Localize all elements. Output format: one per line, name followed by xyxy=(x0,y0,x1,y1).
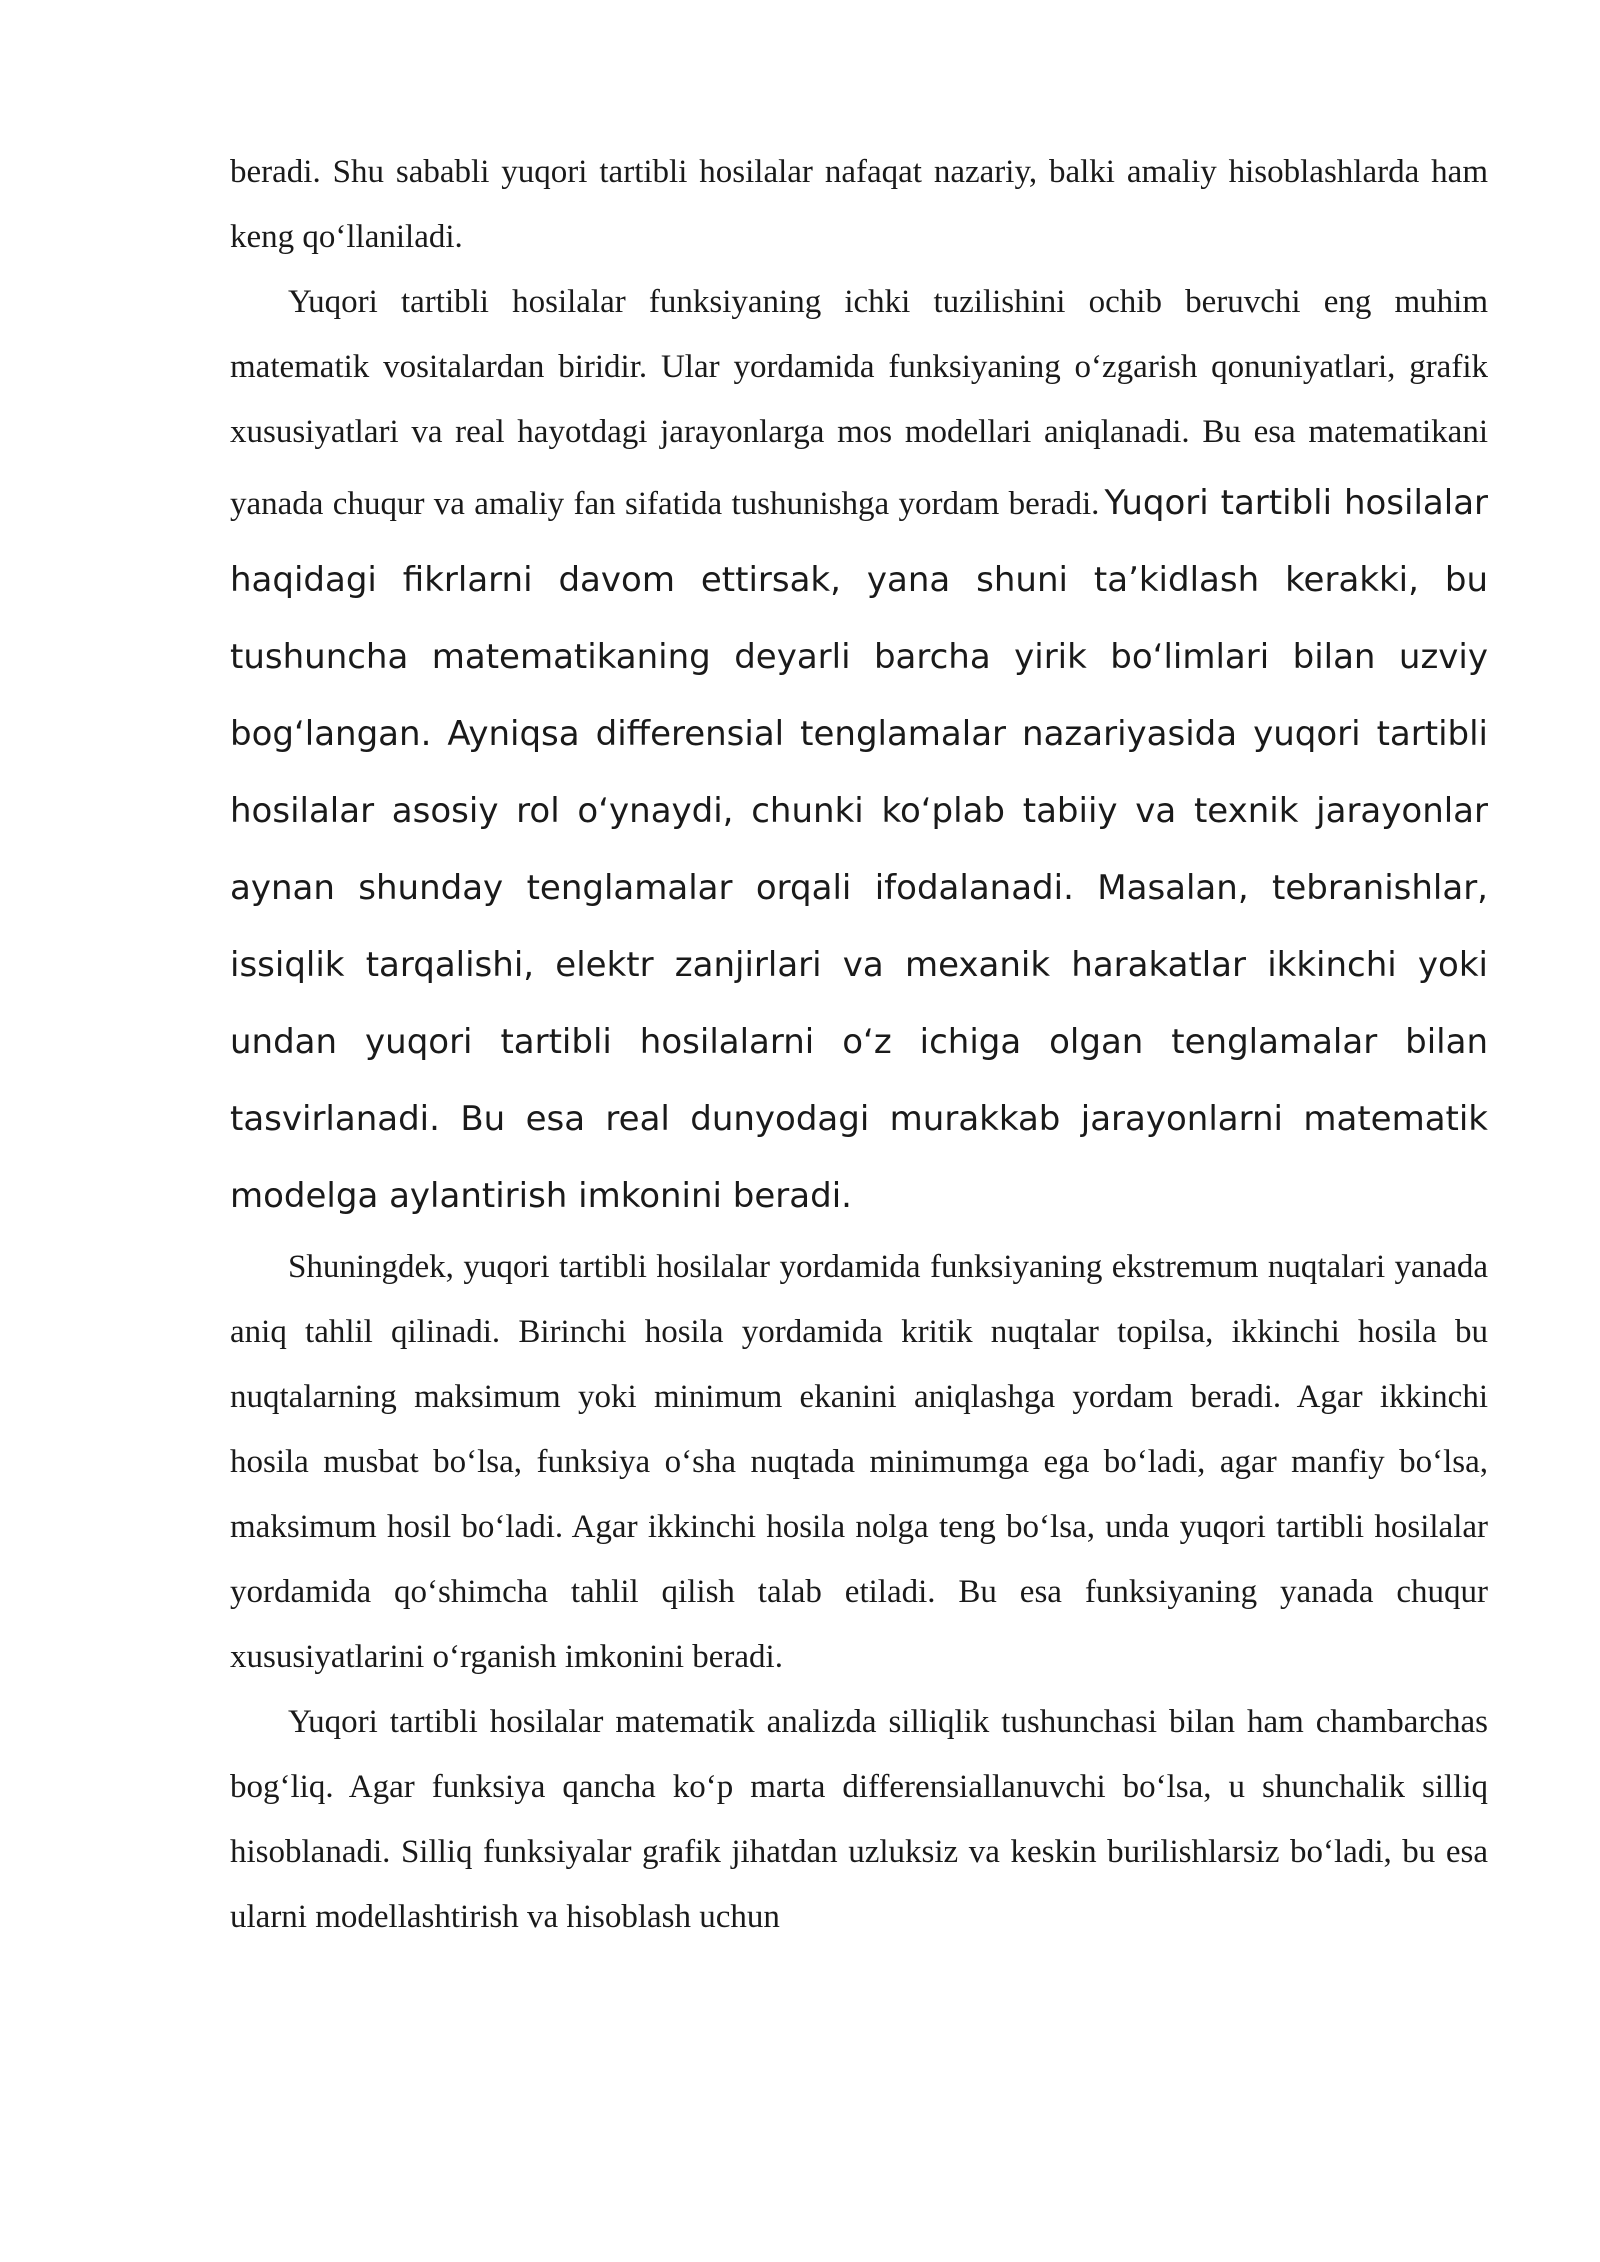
paragraph-1: beradi. Shu sababli yuqori tartibli hosilalar nafaqat nazariy, balki amaliy hisoblashlarda ham keng qo‘llaniladi. xyxy=(230,154,1488,255)
paragraph-3: Shuningdek, yuqori tartibli hosilalar yordamida funksiyaning ekstremum nuqtalari yanada aniq tahlil qilinadi. Birinchi hosila yordamida kritik nuqtalar topilsa, ikkinchi hosila bu nuqtalarning maksimum yoki minimum ekanini aniqlashga yordam beradi. Agar ikkinchi hosila musbat bo‘lsa, funksiya o‘sha nuqtada minimumga ega bo‘ladi, agar manfiy bo‘lsa, maksimum hosil bo‘ladi. Agar ikkinchi hosila nolga teng bo‘lsa, unda yuqori tartibli hosilalar yordamida qo‘shimcha tahlil qilish talab etiladi. Bu esa funksiyaning yanada chuqur xususiyatlarini o‘rganish imkonini beradi. xyxy=(230,1249,1488,1675)
paragraph-4: Yuqori tartibli hosilalar matematik analizda silliqlik tushunchasi bilan ham chambarchas bog‘liq. Agar funksiya qancha ko‘p marta differensiallanuvchi bo‘lsa, u shunchalik silliq hisoblanadi. Silliq funksiyalar grafik jihatdan uzluksiz va keskin burilishlarsiz bo‘ladi, bu esa ularni modellashtirish va hisoblash uchun xyxy=(230,1704,1488,1935)
paragraph-2-sans-run: Yuqori tartibli hosilalar haqidagi fikrlarni davom ettirsak, yana shuni ta’kidlash kerakki, bu tushuncha matematikaning deyarli barcha yirik bo‘limlari bilan uzviy bog‘langan. Ayniqsa differensial tenglamalar nazariyasida yuqori tartibli hosilalar asosiy rol o‘ynaydi, chunki ko‘plab tabiiy va texnik jarayonlar aynan shunday tenglamalar orqali ifodalanadi. Masalan, tebranishlar, issiqlik tarqalishi, elektr zanjirlari va mexanik harakatlar ikkinchi yoki undan yuqori tartibli hosilalarni o‘z ichiga olgan tenglamalar bilan tasvirlanadi. Bu esa real dunyodagi murakkab jarayonlarni matematik modelga aylantirish imkonini beradi. xyxy=(230,483,1489,1216)
paragraph-2-serif-run: Yuqori tartibli hosilalar funksiyaning ichki tuzilishini ochib beruvchi eng muhim matematik vositalardan biridir. Ular yordamida funksiyaning o‘zgarish qonuniyatlari, grafik xususiyatlari va real hayotdagi jarayonlarga mos modellari aniqlanadi. Bu esa matematikani yanada chuqur va amaliy fan sifatida tushunishga yordam beradi. xyxy=(230,284,1488,522)
paragraph-2 xyxy=(230,270,1488,1235)
body-text xyxy=(230,140,1488,1950)
